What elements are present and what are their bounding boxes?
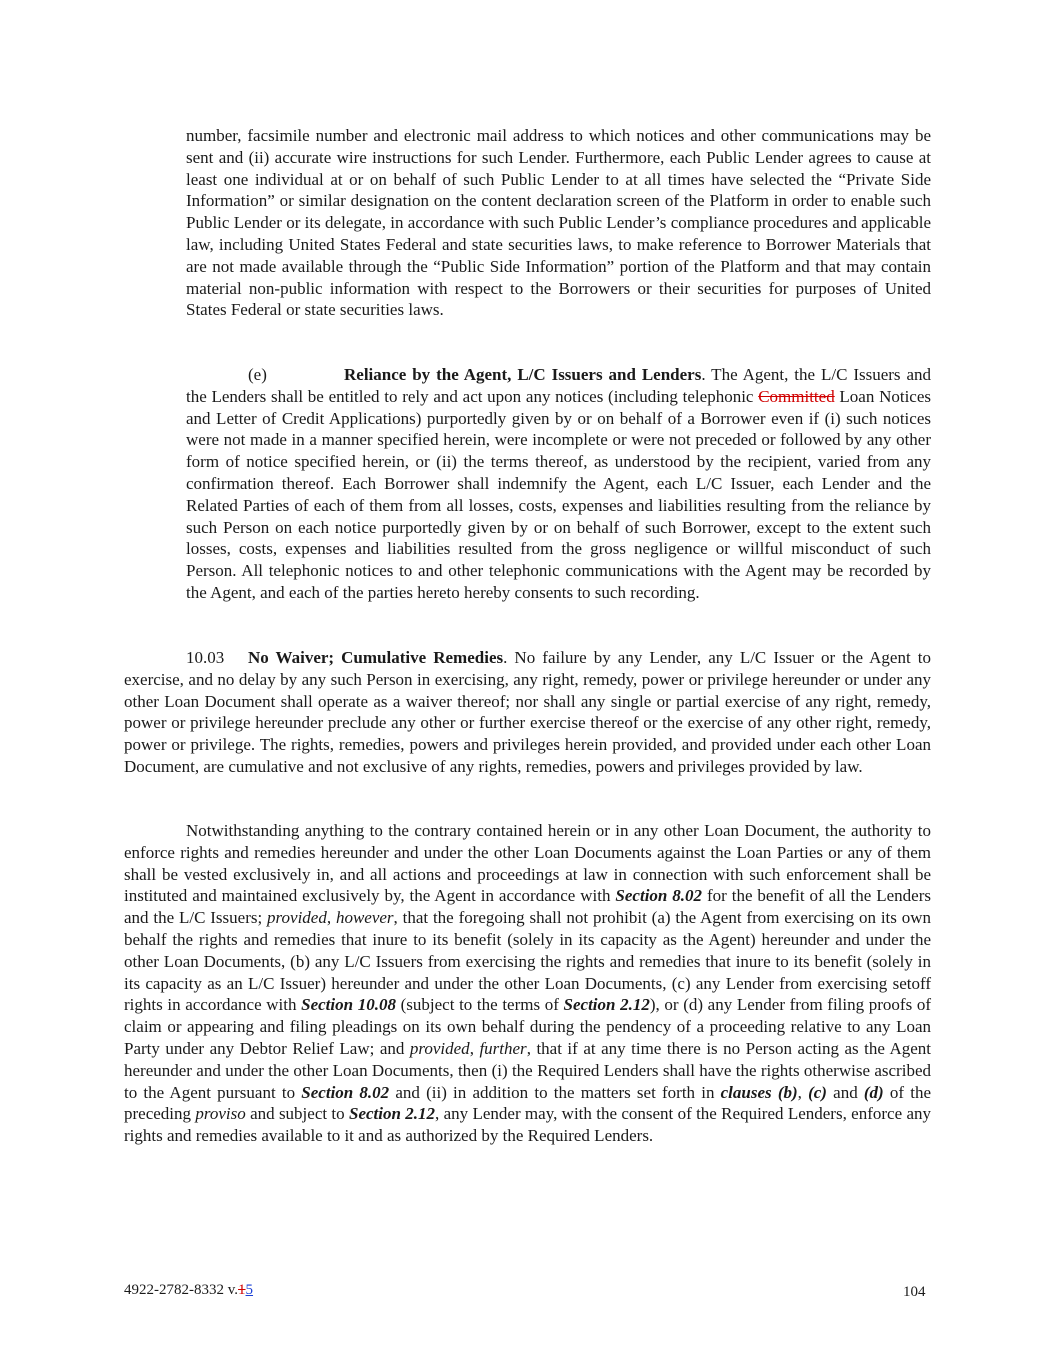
paragraph-text: , that if at any time there is no Person acting as the Agent hereunder and under the other Loan Documents, then (i) the Required Lenders shall have the rights otherwise ascribed to the Agent pursuant to <box>124 1038 932 1102</box>
paragraph-text: , that the foregoing shall not prohibit (a) the Agent from exercising on its own behalf the rights and remedies that inure to its benefit (solely in its capacity as the Agent) hereunder and under the other Loan Documents, (b) any L/C Issuers from exercising the rights and remedies that inure to its benefit (solely in its capacity as an L/C Issuer) hereunder and under the other Loan Documents, (c) any Lender from exercising setoff rights in accordance with <box>124 908 932 1015</box>
clause-reference: (c) <box>808 1082 827 1102</box>
emphasis: provided <box>267 908 327 928</box>
footer-document-id <box>124 1282 253 1299</box>
section-heading: No Waiver; Cumulative Remedies <box>248 648 504 667</box>
section-10-03 <box>124 647 931 778</box>
paragraph-text: Loan Notices and Letter of Credit Applications) purportedly given by or on behalf of a Borrower even if (i) such notices were not made in a manner specified herein, were incomplete or were not preceded or followed by any other form of notice specified herein, or (ii) the terms thereof, as understood by the recipient, varied from any confirmation thereof. Each Borrower shall indemnify the Agent, each L/C Issuer, each Lender and the Related Parties of each of them from all losses, costs, expenses and liabilities resulting from the reliance by such Person on each notice purportedly given by or on behalf of such Borrower, except to the extent such losses, costs, expenses and liabilities resulted from the gross negligence or willful misconduct of such Person. All telephonic notices to and other telephonic communications with the Agent may be recorded by the Agent, and each of the parties hereto hereby consents to such recording. <box>186 386 931 602</box>
emphasis: provided <box>409 1038 470 1058</box>
clause-reference: clauses (b) <box>720 1082 798 1102</box>
emphasis: proviso <box>195 1104 246 1124</box>
page-number: 104 <box>903 1284 926 1300</box>
paragraph-e <box>186 364 931 604</box>
paragraph-text: and <box>826 1082 864 1102</box>
paragraph-text: . The Agent, the L/C Issuers and the Lenders shall be entitled to rely and act upon any notices (including telephonic <box>186 365 931 406</box>
section-reference: Section 2.12 <box>348 1104 436 1124</box>
emphasis: however <box>335 908 394 928</box>
paragraph-d-continuation <box>186 125 931 321</box>
paragraph-text: , <box>797 1082 809 1102</box>
clause-label: (e) <box>248 365 267 384</box>
section-reference: Section 2.12 <box>563 995 650 1015</box>
inserted-version: 5 <box>245 1282 254 1298</box>
document-id: 4922-2782-8332 v. <box>124 1282 239 1298</box>
paragraph-text: , <box>469 1038 480 1058</box>
clause-heading: Reliance by the Agent, L/C Issuers and Lenders <box>344 365 702 384</box>
paragraph-text: Notwithstanding anything to the contrary contained herein or in any other Loan Document, the authority to enforce rights and remedies hereunder and under the other Loan Documents against the Loan Parties or any of them shall be vested exclusively in, and all actions and proceedings at law in connection with such enforcement shall be instituted and maintained exclusively by, the Agent in accordance with <box>124 821 931 906</box>
paragraph-text: (subject to the terms of <box>395 995 564 1015</box>
deleted-version: 1 <box>238 1282 246 1298</box>
section-reference: Section 10.08 <box>301 995 396 1015</box>
deleted-text: Committed <box>758 386 835 406</box>
paragraph-text: and (ii) in addition to the matters set forth in <box>389 1082 721 1102</box>
paragraph-text: for the benefit of all the Lenders and the L/C Issuers; <box>124 886 931 928</box>
paragraph-text: and subject to <box>245 1104 349 1124</box>
paragraph-text: , <box>326 908 336 928</box>
emphasis: further <box>479 1038 527 1058</box>
paragraph-text: of the preceding <box>124 1082 932 1124</box>
section-reference: Section 8.02 <box>615 886 703 906</box>
paragraph-text: number, facsimile number and electronic mail address to which notices and other communications may be sent and (ii) accurate wire instructions for such Lender. Furthermore, each Public Lender agrees to cause at least one individual at or on behalf of such Public Lender to at all times have selected the “Private Side Information” or similar designation on the content declaration screen of the Platform in order to enable such Public Lender or its delegate, in accordance with such Public Lender’s compliance procedures and applicable law, including United States Federal and state securities laws, to make reference to Borrower Materials that are not made available through the “Public Side Information” portion of the Platform and that may contain material non-public information with respect to the Borrowers or their securities for purposes of United States Federal or state securities laws. <box>186 126 931 320</box>
paragraph-text: , any Lender may, with the consent of the Required Lenders, enforce any rights and remedies available to it and as authorized by the Required Lenders. <box>124 1104 931 1146</box>
clause-reference: (d) <box>863 1082 884 1102</box>
section-number: 10.03 <box>186 648 225 667</box>
paragraph-text: . No failure by any Lender, any L/C Issuer or the Agent to exercise, and no delay by any such Person in exercising, any right, remedy, power or privilege hereunder or under any other Loan Document shall operate as a waiver thereof; nor shall any single or partial exercise of any right, remedy, power or privilege hereunder preclude any other or further exercise thereof or the exercise of any other right, remedy, power or privilege. The rights, remedies, powers and privileges herein provided, and provided under each other Loan Document, are cumulative and not exclusive of any rights, remedies, powers and privileges provided by law. <box>124 648 931 776</box>
paragraph-text: ), or (d) any Lender from filing proofs of claim or appearing and filing pleadings on its own behalf during the pendency of a proceeding relative to any Loan Party under any Debtor Relief Law; and <box>124 995 931 1058</box>
paragraph-notwithstanding <box>124 820 931 1147</box>
section-reference: Section 8.02 <box>301 1082 390 1102</box>
